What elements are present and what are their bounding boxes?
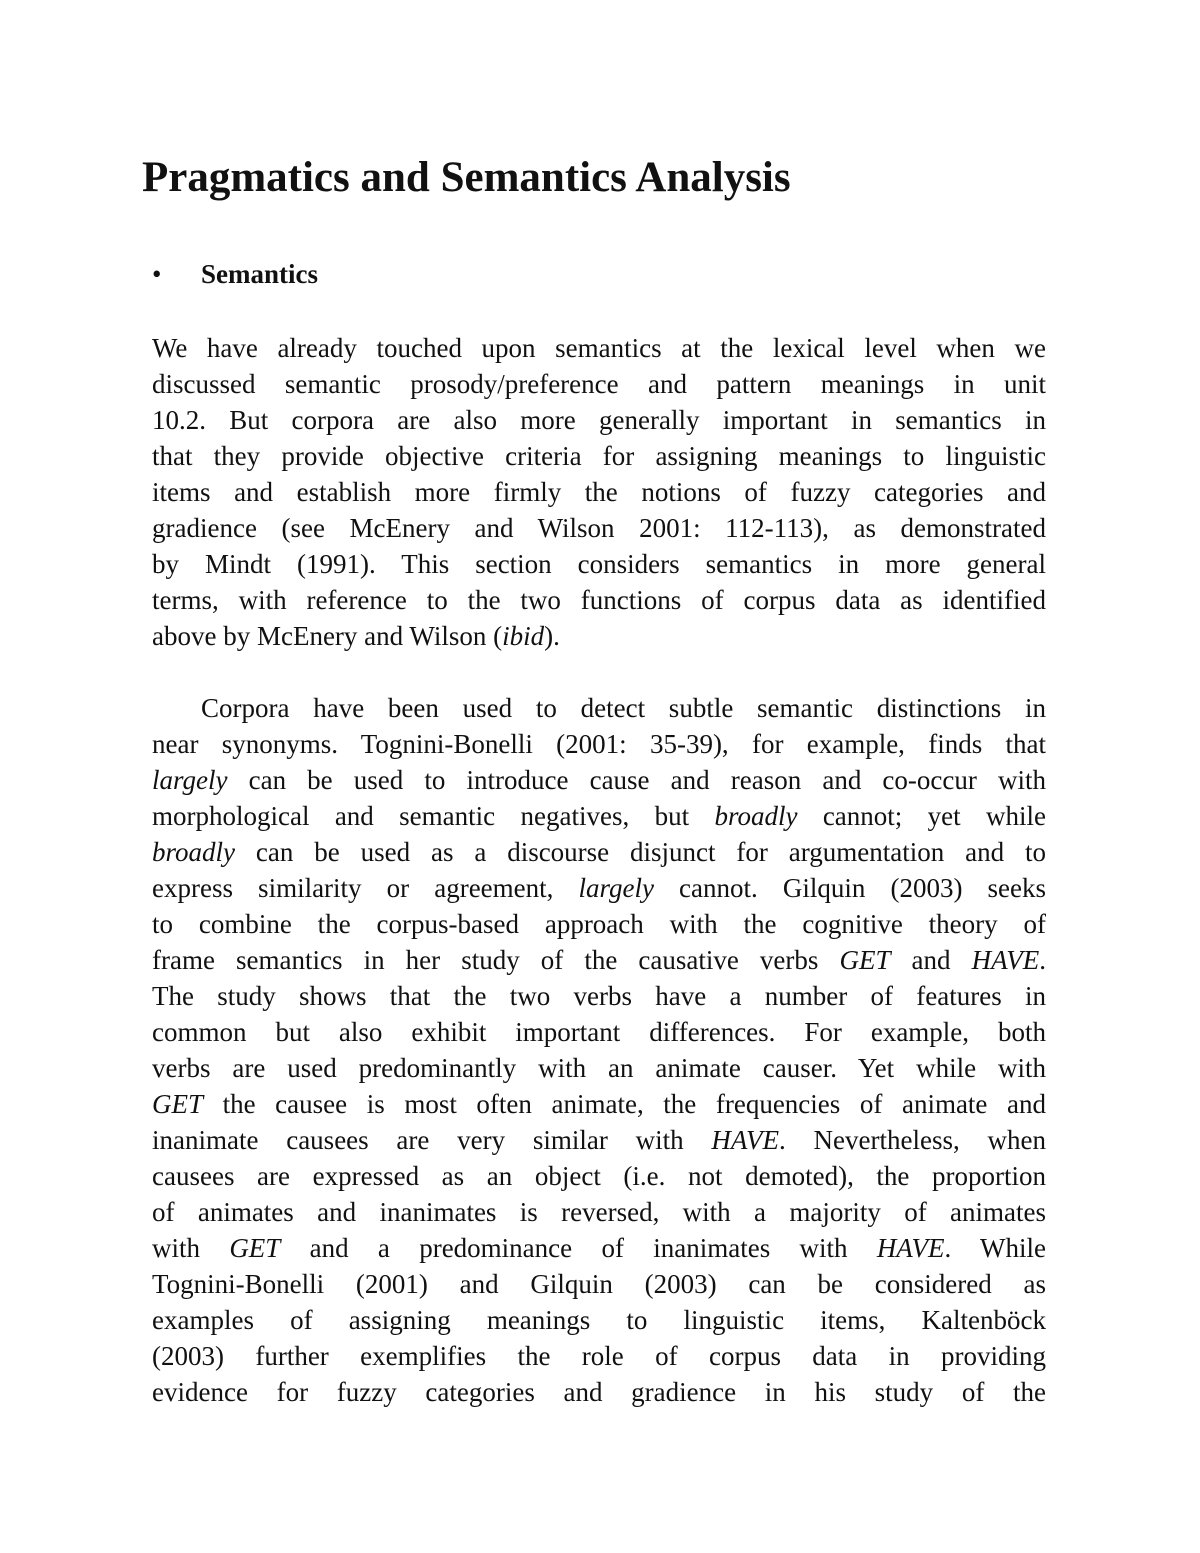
bullet-icon: • <box>152 259 162 289</box>
text-line <box>152 1230 1046 1266</box>
text-line: (2003) further exemplifies the role of corpus data in providing <box>152 1341 1046 1371</box>
text-line: Corpora have been used to detect subtle semantic distinctions in <box>201 693 1046 723</box>
text-line: verbs are used predominantly with an animate causer. Yet while with <box>152 1053 1046 1083</box>
text-line <box>152 762 1046 798</box>
text-line <box>152 870 1046 906</box>
text-span: . Nevertheless, when <box>779 1125 1046 1155</box>
text-line: that they provide objective criteria for assigning meanings to linguistic <box>152 441 1046 471</box>
italic-term: HAVE <box>711 1125 780 1155</box>
text-line: The study shows that the two verbs have a number of features in <box>152 981 1046 1011</box>
paragraph-1 <box>152 330 1046 654</box>
text-line <box>152 798 1046 834</box>
text-span: ). <box>544 621 560 651</box>
text-span: . <box>1039 945 1047 975</box>
text-line: terms, with reference to the two functions of corpus data as identified <box>152 585 1046 615</box>
text-line: to combine the corpus-based approach with the cognitive theory of <box>152 909 1046 939</box>
text-span: cannot. Gilquin (2003) seeks <box>653 873 1046 903</box>
paragraph-2 <box>152 690 1046 1410</box>
text-line: evidence for fuzzy categories and gradience in his study of the <box>152 1377 1046 1407</box>
text-span: frame semantics in her study of the causative verbs <box>152 945 840 975</box>
text-span: cannot; yet while <box>797 801 1046 831</box>
text-line: gradience (see McEnery and Wilson 2001: 112-113), as demonstrated <box>152 513 1046 543</box>
text-span: inanimate causees are very similar with <box>152 1125 712 1155</box>
text-span: the causee is most often animate, the frequencies of animate and <box>203 1089 1046 1119</box>
page-title: Pragmatics and Semantics Analysis <box>142 154 791 201</box>
text-line <box>152 618 1046 654</box>
section-heading-label: Semantics <box>201 259 318 289</box>
text-line <box>152 1122 1046 1158</box>
text-line: of animates and inanimates is reversed, with a majority of animates <box>152 1197 1046 1227</box>
text-line: Tognini-Bonelli (2001) and Gilquin (2003) can be considered as <box>152 1269 1046 1299</box>
text-line <box>152 834 1046 870</box>
italic-term: HAVE <box>876 1233 945 1263</box>
text-span: express similarity or agreement, <box>152 873 579 903</box>
text-line: causees are expressed as an object (i.e. not demoted), the proportion <box>152 1161 1046 1191</box>
text-span: can be used to introduce cause and reason and co-occur with <box>227 765 1046 795</box>
text-line: We have already touched upon semantics at the lexical level when we <box>152 333 1046 363</box>
italic-term: broadly <box>714 801 798 831</box>
text-span: above by McEnery and Wilson ( <box>152 621 503 651</box>
text-line <box>152 942 1046 978</box>
text-line: by Mindt (1991). This section considers semantics in more general <box>152 549 1046 579</box>
text-line: 10.2. But corpora are also more generally important in semantics in <box>152 405 1046 435</box>
text-span: . While <box>944 1233 1046 1263</box>
italic-term: largely <box>578 873 654 903</box>
italic-term: HAVE <box>971 945 1040 975</box>
text-span: and <box>890 945 972 975</box>
text-span: and a predominance of inanimates with <box>280 1233 877 1263</box>
text-span: with <box>152 1233 230 1263</box>
italic-term: GET <box>229 1233 281 1263</box>
italic-term: GET <box>152 1089 204 1119</box>
text-span: morphological and semantic negatives, but <box>152 801 715 831</box>
text-line: common but also exhibit important differences. For example, both <box>152 1017 1046 1047</box>
text-span: can be used as a discourse disjunct for argumentation and to <box>235 837 1046 867</box>
text-line <box>152 1086 1046 1122</box>
italic-term: ibid <box>502 621 545 651</box>
italic-term: largely <box>152 765 228 795</box>
italic-term: broadly <box>152 837 235 867</box>
text-line: discussed semantic prosody/preference and pattern meanings in unit <box>152 369 1046 399</box>
italic-term: GET <box>839 945 891 975</box>
text-line: items and establish more firmly the notions of fuzzy categories and <box>152 477 1046 507</box>
text-line: near synonyms. Tognini-Bonelli (2001: 35-39), for example, finds that <box>152 729 1046 759</box>
text-line: examples of assigning meanings to linguistic items, Kaltenböck <box>152 1305 1046 1335</box>
